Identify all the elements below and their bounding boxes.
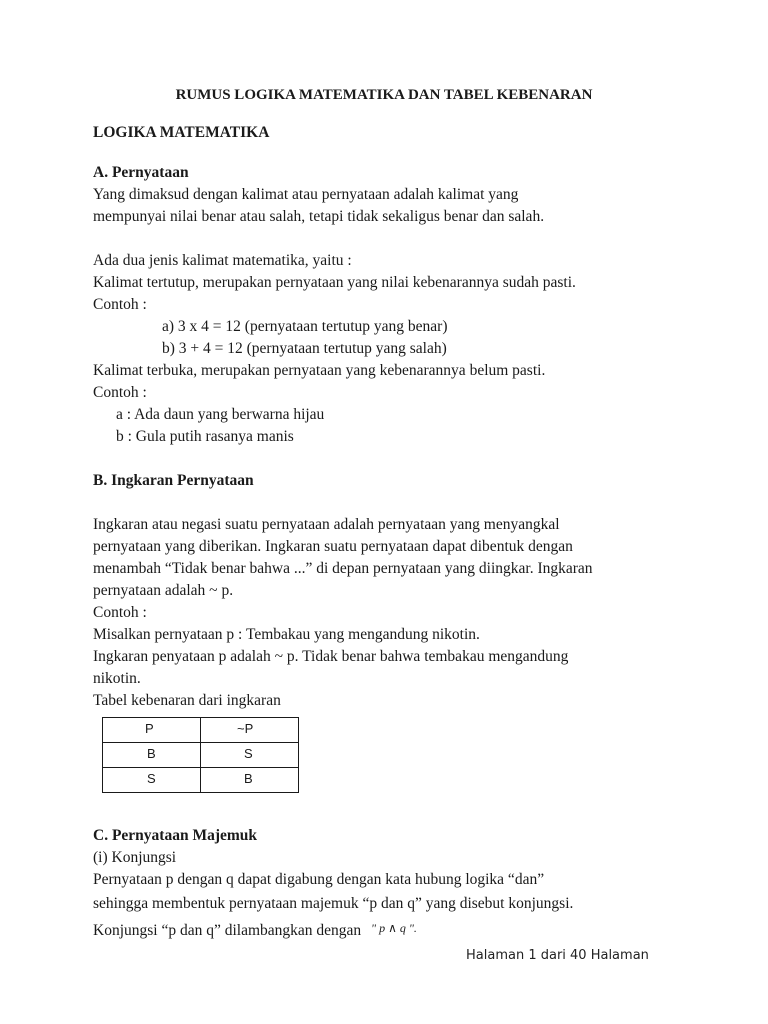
negation-truth-table (102, 717, 299, 793)
paragraph-line: menambah “Tidak benar bahwa ...” di depan pernyataan yang diingkar. Ingkaran (93, 560, 593, 577)
section-b-heading: B. Ingkaran Pernyataan (93, 472, 254, 489)
example-item: b : Gula putih rasanya manis (116, 428, 294, 445)
paragraph-line: Yang dimaksud dengan kalimat atau pernyataan adalah kalimat yang (93, 186, 519, 203)
paragraph-line: Ada dua jenis kalimat matematika, yaitu : (93, 252, 352, 269)
table-caption: Tabel kebenaran dari ingkaran (93, 692, 281, 709)
table-cell: B (201, 768, 299, 793)
paragraph-line-with-formula (93, 917, 693, 939)
example-label: Contoh : (93, 296, 147, 313)
table-row (103, 768, 299, 793)
example-label: Contoh : (93, 384, 147, 401)
paragraph-line: Ingkaran penyataan p adalah ~ p. Tidak benar bahwa tembakau mengandung (93, 648, 569, 665)
main-section-heading: LOGIKA MATEMATIKA (93, 124, 270, 141)
example-item: a : Ada daun yang berwarna hijau (116, 406, 325, 423)
document-body (93, 122, 693, 939)
table-header-row (103, 718, 299, 743)
table-cell: S (103, 768, 201, 793)
subsection-heading: (i) Konjungsi (93, 849, 177, 866)
table-header-cell: ~P (201, 718, 299, 743)
paragraph-line: sehingga membentuk pernyataan majemuk “p dan q” yang disebut konjungsi. (93, 895, 574, 912)
paragraph-text: Konjungsi “p dan q” dilambangkan dengan (93, 922, 362, 939)
page-footer: Halaman 1 dari 40 Halaman (466, 948, 649, 963)
section-a-heading: A. Pernyataan (93, 164, 189, 181)
paragraph-line: nikotin. (93, 670, 141, 687)
paragraph-line: Misalkan pernyataan p : Tembakau yang mengandung nikotin. (93, 626, 480, 643)
table-header-cell: P (103, 718, 201, 743)
paragraph-line: pernyataan yang diberikan. Ingkaran suatu pernyataan dapat dibentuk dengan (93, 538, 573, 555)
paragraph-line: Kalimat tertutup, merupakan pernyataan yang nilai kebenarannya sudah pasti. (93, 274, 576, 291)
table-row (103, 743, 299, 768)
example-item: a) 3 x 4 = 12 (pernyataan tertutup yang benar) (162, 318, 448, 335)
conjunction-formula: " p ∧ q ". (371, 921, 417, 935)
example-label: Contoh : (93, 604, 147, 621)
example-item: b) 3 + 4 = 12 (pernyataan tertutup yang salah) (162, 340, 447, 357)
paragraph-line: mempunyai nilai benar atau salah, tetapi tidak sekaligus benar dan salah. (93, 208, 545, 225)
document-title: RUMUS LOGIKA MATEMATIKA DAN TABEL KEBENARAN (175, 87, 593, 103)
table-cell: B (103, 743, 201, 768)
paragraph-line: Ingkaran atau negasi suatu pernyataan adalah pernyataan yang menyangkal (93, 516, 560, 533)
section-c-heading: C. Pernyataan Majemuk (93, 827, 258, 844)
paragraph-line: Pernyataan p dengan q dapat digabung dengan kata hubung logika “dan” (93, 871, 545, 888)
paragraph-line: pernyataan adalah ~ p. (93, 582, 234, 599)
paragraph-line: Kalimat terbuka, merupakan pernyataan yang kebenarannya belum pasti. (93, 362, 546, 379)
table-cell: S (201, 743, 299, 768)
